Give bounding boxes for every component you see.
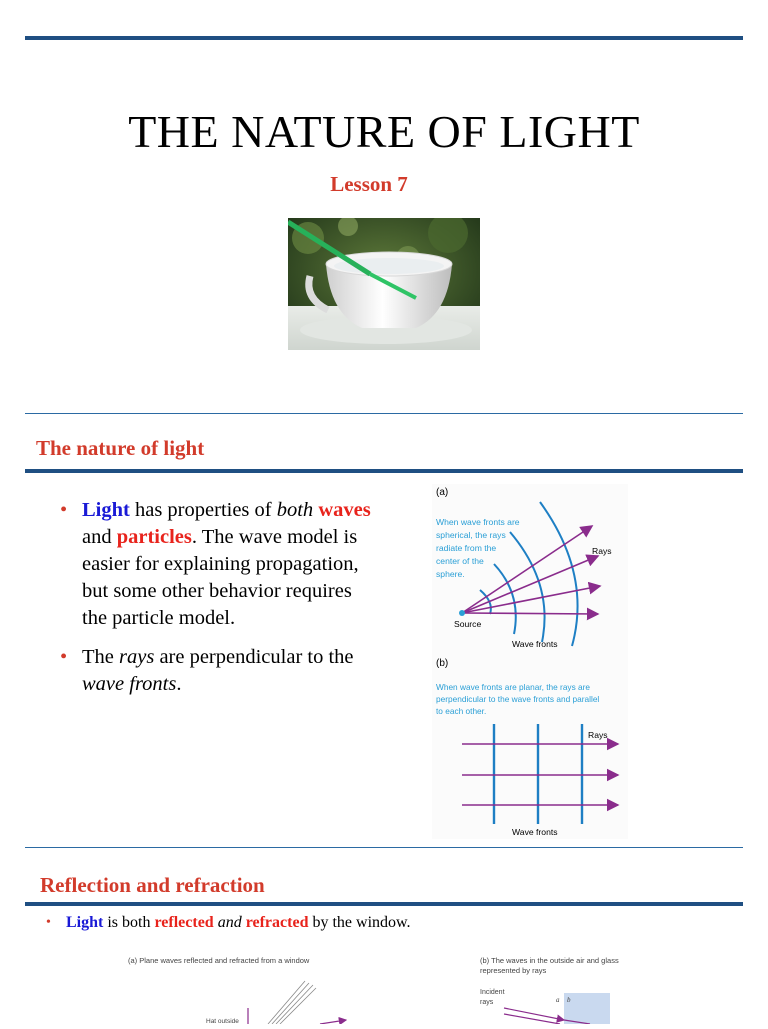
term-refracted: refracted: [245, 914, 309, 931]
text-run: and: [82, 526, 117, 548]
section-divider: [25, 847, 743, 848]
text-run: and: [217, 914, 242, 931]
wave-fronts-label-a: Wave fronts: [512, 639, 558, 649]
source-label: Source: [454, 619, 482, 629]
hat-outside-label: Hat outside: [206, 1018, 239, 1024]
incident-ray: [504, 1014, 560, 1024]
section-heading-nature: The nature of light: [36, 436, 205, 460]
incident-rays-label: Incident rays: [480, 989, 505, 1006]
wave-fronts-diagram: [432, 484, 628, 839]
heading-rule: [25, 902, 743, 906]
wave-front-arc: [540, 502, 578, 646]
bullet-dot: •: [46, 915, 51, 930]
text-run: are perpendicular to the: [154, 646, 354, 668]
cup-with-straw-image: [288, 218, 480, 350]
panel-a-label: (a): [436, 487, 449, 498]
text-run: The: [82, 646, 119, 668]
text-run: by the window.: [308, 914, 411, 931]
wave-line: [280, 988, 316, 1024]
term-light: Light: [66, 914, 104, 931]
reflection-refraction-figure: [120, 948, 680, 1024]
wave-line: [272, 983, 309, 1024]
glass-block: [564, 993, 610, 1024]
figure-b-caption: (b) The waves in the outside air and glass represented by rays: [480, 956, 619, 975]
figure-a-caption: (a) Plane waves reflected and refracted from a window: [128, 956, 310, 965]
wave-line: [276, 985, 313, 1024]
page-title: THE NATURE OF LIGHT: [128, 106, 640, 157]
point-b-label: b: [567, 996, 571, 1004]
bullet-dot: •: [60, 646, 68, 668]
window-waves-figure: [120, 948, 680, 1024]
rays-label-b: Rays: [588, 730, 608, 740]
top-rule: [25, 36, 743, 40]
lesson-subtitle: Lesson 7: [330, 172, 408, 196]
text-run: has properties of: [129, 499, 277, 521]
term-waves: waves: [318, 499, 371, 521]
source-dot: [459, 610, 465, 616]
bullet-list: [58, 497, 378, 710]
text-run: .: [176, 673, 182, 695]
section-heading-reflection: Reflection and refraction: [40, 873, 265, 897]
cup-photo: [288, 218, 480, 350]
text-run: is both: [103, 914, 155, 931]
term-light: Light: [82, 499, 130, 521]
bullet-item: [58, 497, 378, 632]
bullet-item: [44, 913, 744, 933]
panel-b-caption: When wave fronts are planar, the rays are perpendicular to the wave fronts and parallel to each other.: [436, 682, 600, 716]
rays-wavefronts-figure: [432, 484, 628, 839]
text-run: both: [276, 499, 314, 521]
ray-line: [320, 1020, 346, 1024]
panel-b-label: (b): [436, 658, 449, 669]
point-a-label: a: [556, 996, 560, 1004]
term-reflected: reflected: [154, 914, 214, 931]
panel-a-caption: When wave fronts are spherical, the rays radiate from the center of the sphere.: [436, 517, 520, 579]
bullet-dot: •: [60, 499, 68, 521]
bullet-item: [58, 644, 378, 698]
term-particles: particles: [116, 526, 192, 548]
term-rays: rays: [119, 646, 155, 668]
rays-label-a: Rays: [592, 546, 612, 556]
ray-line: [462, 613, 598, 614]
heading-rule: [25, 469, 743, 473]
bullet-list: [44, 913, 744, 933]
wave-fronts-label-b: Wave fronts: [512, 827, 558, 837]
text-run: . The wave model is easier for explaining propagation, but some other behavior requires the particle model.: [82, 526, 359, 629]
term-wave-fronts: wave fronts: [82, 673, 177, 695]
incident-ray: [504, 1008, 564, 1020]
section-divider: [25, 413, 743, 414]
